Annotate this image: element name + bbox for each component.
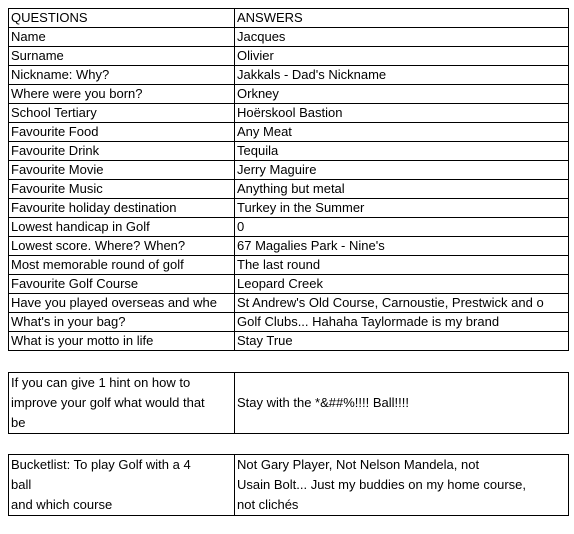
hint-table — [8, 372, 569, 434]
question-cell: Have you played overseas and whe — [9, 294, 235, 313]
question-cell: What's in your bag? — [9, 313, 235, 332]
bucket-answer-line: Not Gary Player, Not Nelson Mandela, not — [237, 457, 480, 472]
question-cell: Most memorable round of golf — [9, 256, 235, 275]
question-cell: Favourite Golf Course — [9, 275, 235, 294]
main-table — [8, 8, 569, 351]
answer-cell: Orkney — [235, 85, 569, 104]
answer-cell: Jacques — [235, 28, 569, 47]
table-row — [9, 123, 569, 142]
table-row — [9, 66, 569, 85]
answer-cell: Jakkals - Dad's Nickname — [235, 66, 569, 85]
question-cell: Favourite Movie — [9, 161, 235, 180]
table-row — [9, 47, 569, 66]
questions-header: QUESTIONS — [9, 9, 235, 28]
spacer — [8, 351, 568, 372]
answer-cell: Anything but metal — [235, 180, 569, 199]
bucket-row — [9, 455, 569, 516]
answer-cell: Hoërskool Bastion — [235, 104, 569, 123]
question-cell: Name — [9, 28, 235, 47]
table-row — [9, 313, 569, 332]
bucket-answer-line: Usain Bolt... Just my buddies on my home course, — [237, 477, 527, 492]
question-cell: Favourite holiday destination — [9, 199, 235, 218]
table-row — [9, 142, 569, 161]
hint-question-line: improve your golf what would that — [11, 395, 205, 410]
table-row — [9, 85, 569, 104]
answer-cell: Turkey in the Summer — [235, 199, 569, 218]
table-row — [9, 294, 569, 313]
answer-cell: Stay True — [235, 332, 569, 351]
table-row — [9, 332, 569, 351]
answer-cell: St Andrew's Old Course, Carnoustie, Prestwick and o — [235, 294, 569, 313]
table-row — [9, 161, 569, 180]
answer-cell: Golf Clubs... Hahaha Taylormade is my brand — [235, 313, 569, 332]
question-cell: Lowest score. Where? When? — [9, 237, 235, 256]
answer-cell: 67 Magalies Park - Nine's — [235, 237, 569, 256]
answer-cell: 0 — [235, 218, 569, 237]
question-cell: Favourite Music — [9, 180, 235, 199]
answers-header: ANSWERS — [235, 9, 569, 28]
answer-cell: Olivier — [235, 47, 569, 66]
hint-answer-cell: Stay with the *&##%!!!! Ball!!!! — [235, 373, 569, 434]
questionnaire-sheet — [8, 8, 568, 516]
table-row — [9, 218, 569, 237]
bucket-answer-line: not clichés — [237, 497, 299, 512]
bucket-answer-cell — [235, 455, 569, 516]
hint-question-cell — [9, 373, 235, 434]
question-cell: Favourite Drink — [9, 142, 235, 161]
bucket-question-line: ball — [11, 477, 32, 492]
hint-row — [9, 373, 569, 434]
answer-cell: Leopard Creek — [235, 275, 569, 294]
table-row — [9, 237, 569, 256]
question-cell: Surname — [9, 47, 235, 66]
answer-cell: Any Meat — [235, 123, 569, 142]
hint-question-line: be — [11, 415, 26, 430]
hint-question-line: If you can give 1 hint on how to — [11, 375, 191, 390]
header-row — [9, 9, 569, 28]
bucket-table — [8, 454, 569, 516]
table-row — [9, 199, 569, 218]
question-cell: Nickname: Why? — [9, 66, 235, 85]
table-row — [9, 256, 569, 275]
question-cell: What is your motto in life — [9, 332, 235, 351]
bucket-question-cell — [9, 455, 235, 516]
spacer — [8, 434, 568, 454]
bucket-question-line: and which course — [11, 497, 113, 512]
table-row — [9, 28, 569, 47]
table-row — [9, 275, 569, 294]
question-cell: Favourite Food — [9, 123, 235, 142]
table-row — [9, 104, 569, 123]
question-cell: Where were you born? — [9, 85, 235, 104]
answer-cell: The last round — [235, 256, 569, 275]
answer-cell: Jerry Maguire — [235, 161, 569, 180]
question-cell: School Tertiary — [9, 104, 235, 123]
question-cell: Lowest handicap in Golf — [9, 218, 235, 237]
answer-cell: Tequila — [235, 142, 569, 161]
bucket-question-line: Bucketlist: To play Golf with a 4 — [11, 457, 191, 472]
table-row — [9, 180, 569, 199]
